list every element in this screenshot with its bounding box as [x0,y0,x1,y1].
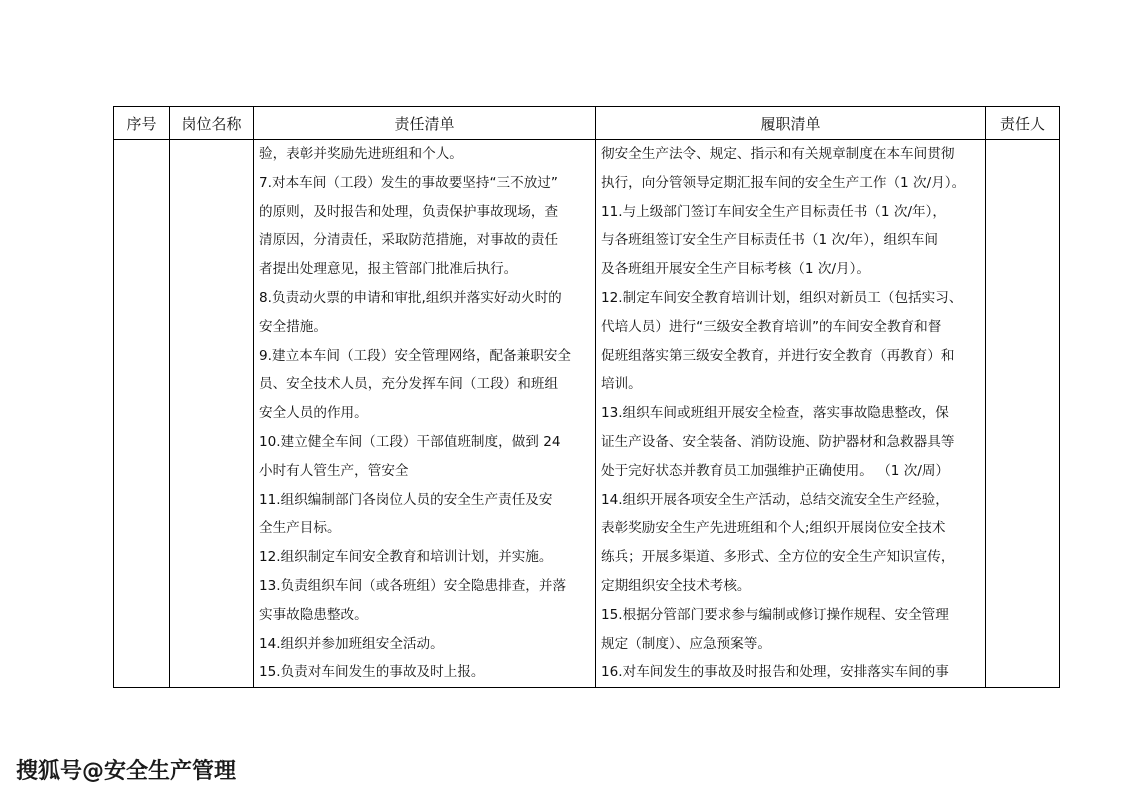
responsibility-line: 12.组织制定车间安全教育和培训计划，并实施。 [259,549,553,566]
duty-line: 14.组织开展各项安全生产活动，总结交流安全生产经验， [601,491,949,508]
responsibility-line: 安全人员的作用。 [259,405,368,422]
responsibility-lines [254,140,595,687]
duty-line: 定期组织安全技术考核。 [601,577,751,594]
duty-line: 15.根据分管部门要求参与编制或修订操作规程、安全管理 [601,606,949,623]
responsibility-line: 小时有人管生产，管安全 [259,462,409,479]
duty-line: 代培人员）进行“三级安全教育培训”的车间安全教育和督 [601,318,942,335]
responsibility-line: 安全措施。 [259,318,327,335]
duty-line: 11.与上级部门签订车间安全生产目标责任书（1 次/年）， [601,203,947,220]
responsibility-line: 清原因，分清责任，采取防范措施，对事故的责任 [259,232,559,249]
watermark-text: 搜狐号@安全生产管理 [16,759,237,784]
responsibility-line: 的原则，及时报告和处理，负责保护事故现场，查 [259,203,559,220]
responsibility-line: 8.负责动火票的申请和审批,组织并落实好动火时的 [259,289,562,306]
table-row [114,140,1060,688]
seq-cell [114,140,170,688]
responsibility-line: 全生产目标。 [259,520,341,537]
responsibility-line: 10.建立健全车间（工段）干部值班制度，做到 24 [259,433,561,450]
duty-line: 16.对车间发生的事故及时报告和处理，安排落实车间的事 [601,664,949,681]
responsibility-line: 13.负责组织车间（或各班组）安全隐患排查，并落 [259,577,567,594]
responsibility-line: 员、安全技术人员，充分发挥车间（工段）和班组 [259,376,559,393]
responsibility-table [113,106,1060,688]
responsibility-line: 7.对本车间（工段）发生的事故要坚持“三不放过” [259,174,558,191]
responsibility-line: 者提出处理意见，报主管部门批准后执行。 [259,261,518,278]
responsible-person-cell [986,140,1060,688]
duty-line: 练兵；开展多渠道、多形式、全方位的安全生产知识宣传， [601,549,955,566]
responsibility-cell [254,140,596,688]
header-duty-list: 履职清单 [596,107,986,140]
table-header-row [114,107,1060,140]
duty-cell [596,140,986,688]
responsibility-line: 实事故隐患整改。 [259,606,368,623]
duty-lines [596,140,985,687]
duty-line: 规定（制度）、应急预案等。 [601,635,771,652]
responsibility-line: 15.负责对车间发生的事故及时上报。 [259,664,485,681]
responsibility-line: 14.组织并参加班组安全活动。 [259,635,444,652]
header-post-name: 岗位名称 [170,107,254,140]
duty-line: 12.制定车间安全教育培训计划，组织对新员工（包括实习、 [601,289,963,306]
header-responsible-person: 责任人 [986,107,1060,140]
duty-line: 与各班组签订安全生产目标责任书（1 次/年），组织车间 [601,232,938,249]
duty-line: 及各班组开展安全生产目标考核（1 次/月）。 [601,261,871,278]
duty-line: 彻安全生产法令、规定、指示和有关规章制度在本车间贯彻 [601,146,955,162]
duty-line: 13.组织车间或班组开展安全检查，落实事故隐患整改，保 [601,405,949,422]
responsibility-line: 9.建立本车间（工段）安全管理网络，配备兼职安全 [259,347,572,364]
header-responsibility-list: 责任清单 [254,107,596,140]
header-seq: 序号 [114,107,170,140]
duty-line: 表彰奖励安全生产先进班组和个人;组织开展岗位安全技术 [601,520,946,537]
responsibility-line: 11.组织编制部门各岗位人员的安全生产责任及安 [259,491,553,508]
post-name-cell [170,140,254,688]
duty-line: 执行，向分管领导定期汇报车间的安全生产工作（1 次/月）。 [601,174,966,191]
duty-line: 处于完好状态并教育员工加强维护正确使用。 （1 次/周） [601,462,950,479]
duty-line: 证生产设备、安全装备、消防设施、防护器材和急救器具等 [601,433,955,450]
duty-line: 培训。 [601,376,642,393]
duty-line: 促班组落实第三级安全教育，并进行安全教育（再教育）和 [601,347,955,364]
responsibility-line: 验，表彰并奖励先进班组和个人。 [259,146,463,162]
